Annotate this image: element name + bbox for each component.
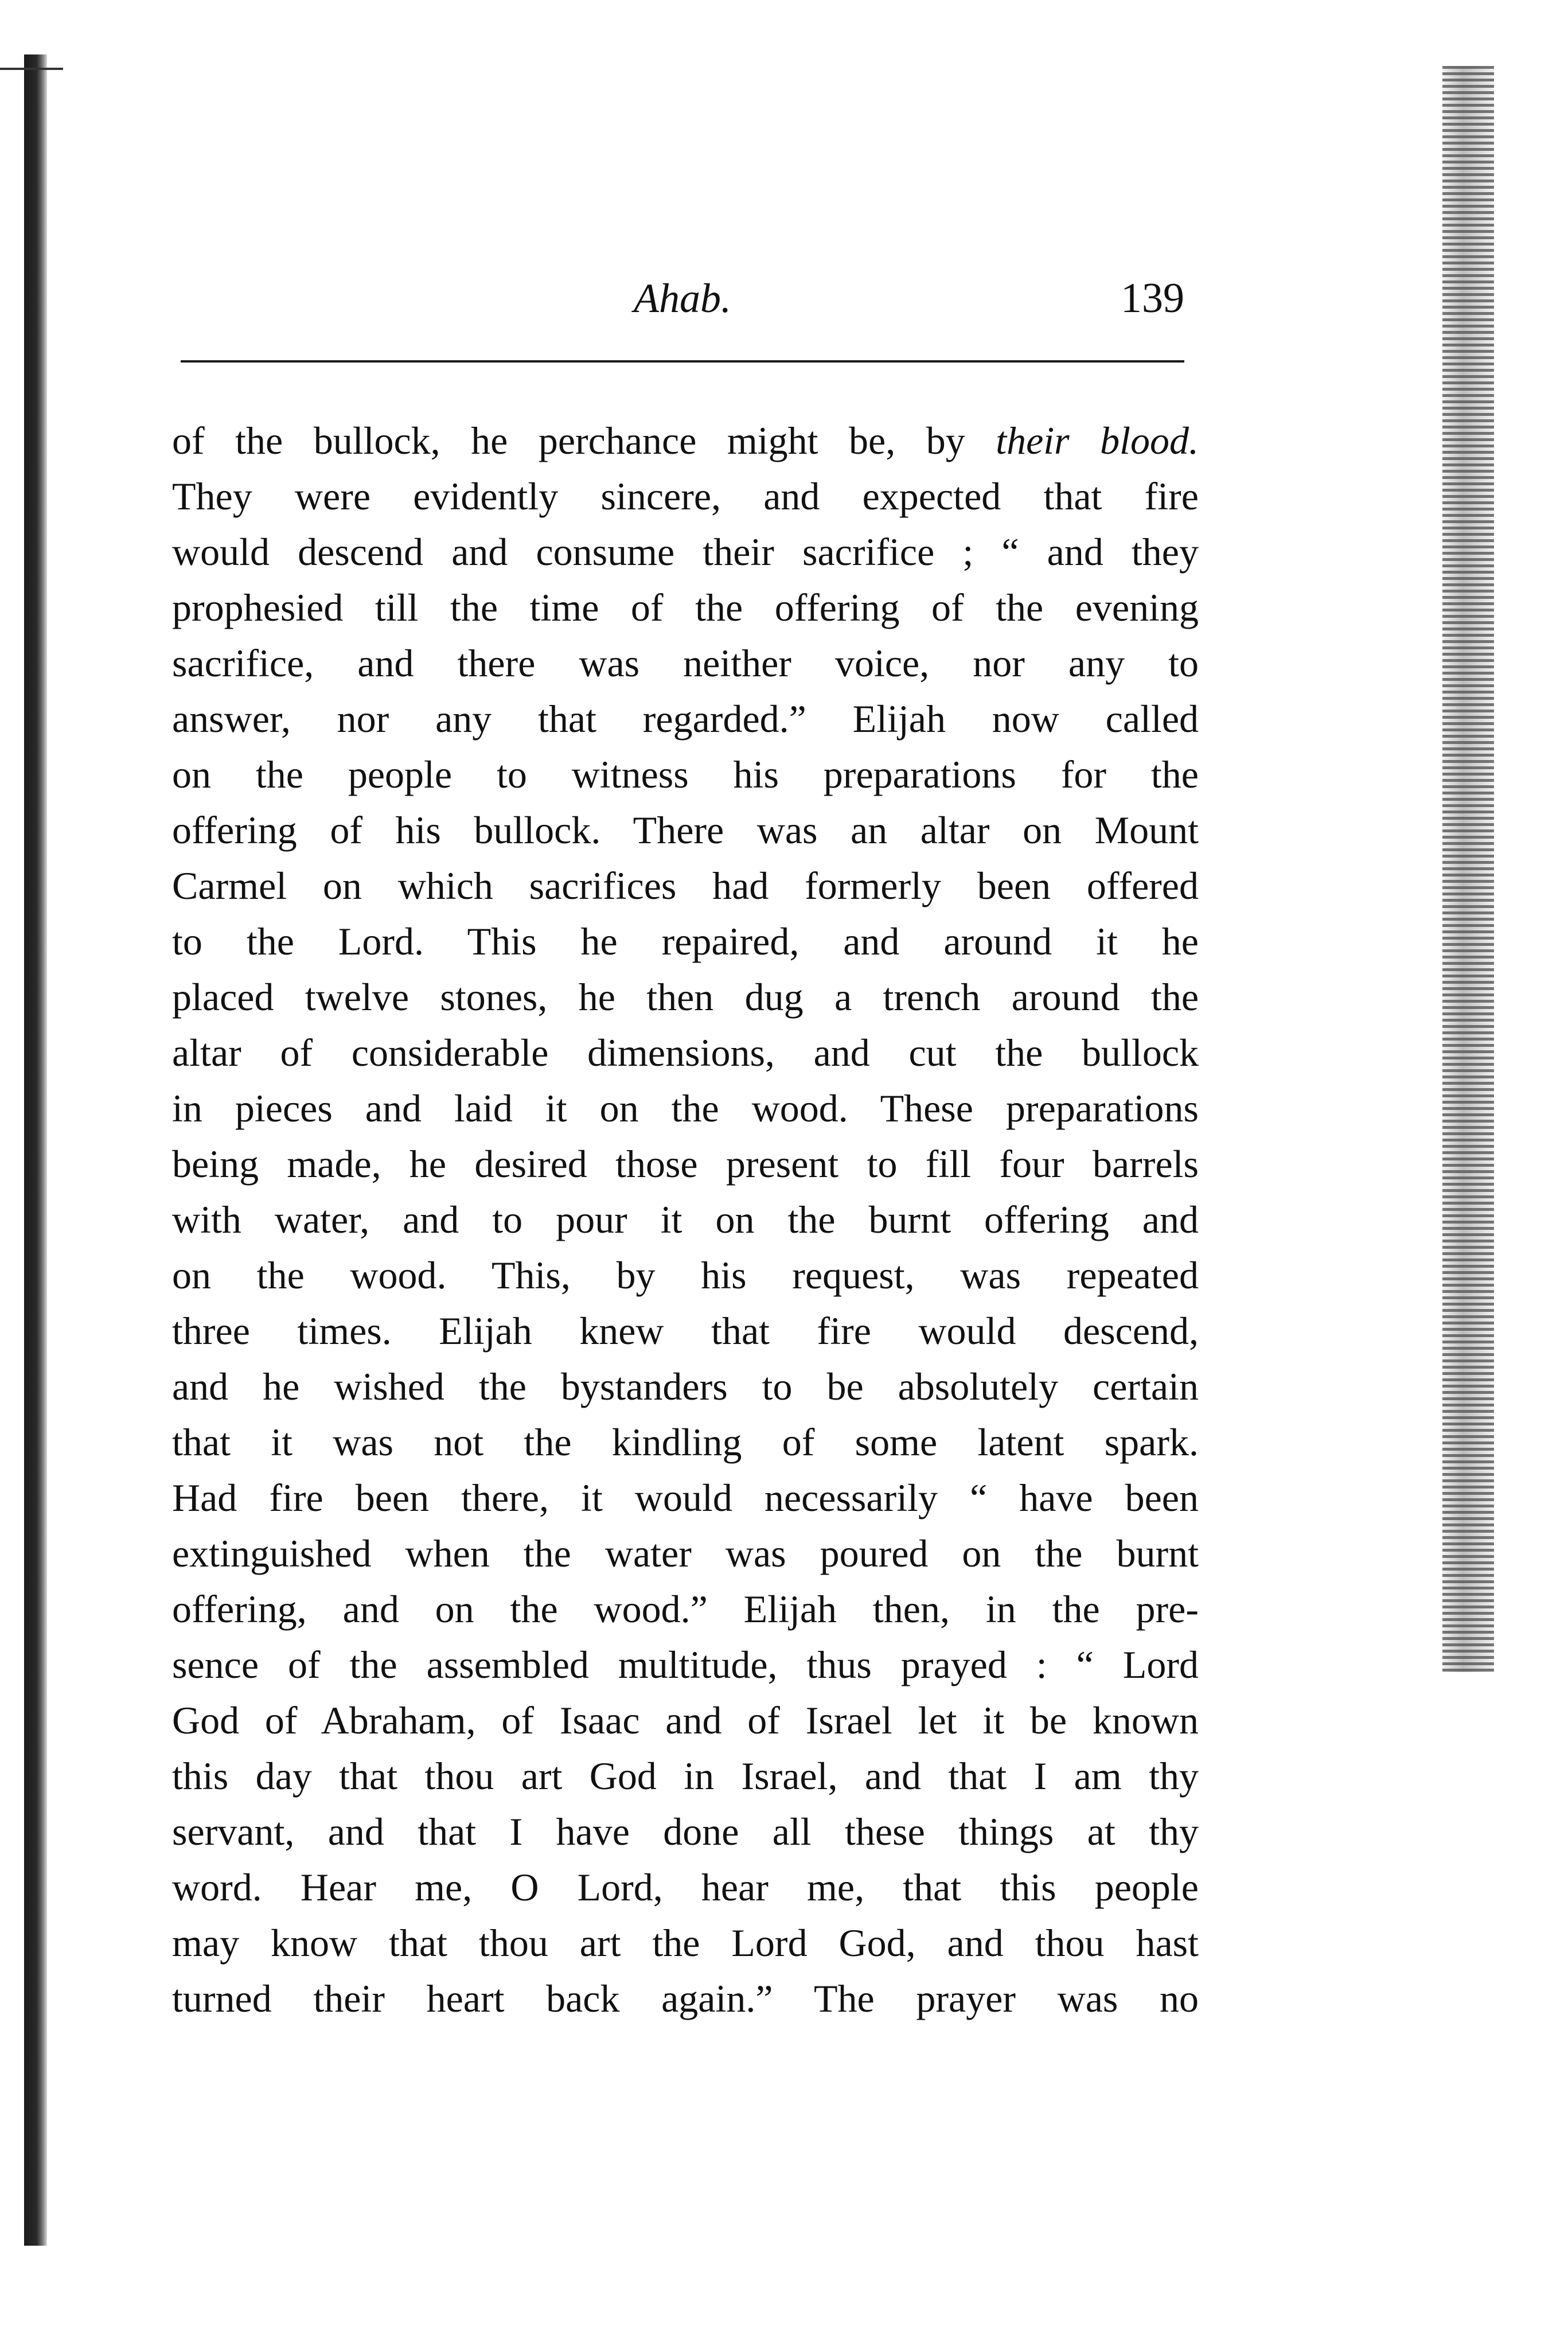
line-text: to the Lord. This he repaired, and around it he (172, 920, 1199, 963)
text-line (172, 1526, 1199, 1581)
text-line (172, 1581, 1199, 1637)
text-line (172, 469, 1199, 524)
text-line (172, 1359, 1199, 1415)
line-text: would descend and consume their sacrifice ; “ and they (172, 530, 1199, 574)
line-text: placed twelve stones, he then dug a trench around the (172, 975, 1199, 1019)
text-line (172, 1637, 1199, 1693)
text-line (172, 1303, 1199, 1359)
line-text: They were evidently sincere, and expected that fire (172, 474, 1199, 518)
text-line (172, 858, 1199, 914)
text-line (172, 1025, 1199, 1081)
facing-page-bleed (1442, 66, 1494, 1672)
line-text: this day that thou art God in Israel, and that I am thy (172, 1754, 1199, 1798)
line-text: sacrifice, and there was neither voice, nor any to (172, 641, 1199, 685)
page-binding-edge (24, 54, 47, 2246)
text-line (172, 636, 1199, 691)
line-text: extinguished when the water was poured on the burnt (172, 1532, 1199, 1575)
line-text: offering, and on the wood.” Elijah then, in the pre- (172, 1587, 1199, 1631)
line-text: may know that thou art the Lord God, and thou hast (172, 1921, 1199, 1965)
line-text: Carmel on which sacrifices had formerly been offered (172, 864, 1199, 907)
text-line (172, 691, 1199, 747)
line-text: turned their heart back again.” The prayer was no (172, 1977, 1199, 2020)
text-line (172, 524, 1199, 580)
line-text: that it was not the kindling of some latent spark. (172, 1420, 1199, 1464)
line-text: Had fire been there, it would necessarily “ have been (172, 1476, 1199, 1520)
running-head (181, 270, 1184, 344)
text-line (172, 802, 1199, 858)
header-rule (181, 360, 1184, 363)
text-line (172, 1136, 1199, 1192)
text-line (172, 580, 1199, 636)
text-line (172, 1415, 1199, 1470)
running-title: Ahab. (634, 275, 731, 321)
line-text: word. Hear me, O Lord, hear me, that this people (172, 1865, 1199, 1909)
line-text: offering of his bullock. There was an altar on Mount (172, 808, 1199, 852)
text-line (172, 914, 1199, 969)
text-line (172, 1860, 1199, 1915)
line-text: altar of considerable dimensions, and cut the bullock (172, 1031, 1199, 1074)
line-text: in pieces and laid it on the wood. These preparations (172, 1086, 1199, 1130)
line-text: three times. Elijah knew that fire would descend, (172, 1309, 1199, 1353)
text-line (172, 413, 1199, 469)
line-text: on the people to witness his preparations for the (172, 753, 1199, 796)
text-line (172, 1915, 1199, 1971)
line-text: prophesied till the time of the offering of the evening (172, 586, 1199, 629)
text-line (172, 1470, 1199, 1526)
line-text: and he wished the bystanders to be absolutely certain (172, 1365, 1199, 1408)
text-line (172, 1804, 1199, 1860)
page-number: 139 (1121, 275, 1184, 322)
text-line (172, 747, 1199, 802)
line-italic-text: their blood. (996, 419, 1199, 462)
line-text: God of Abraham, of Isaac and of Israel let it be known (172, 1698, 1199, 1742)
text-line (172, 1192, 1199, 1248)
line-text: sence of the assembled multitude, thus prayed : “ Lord (172, 1643, 1199, 1686)
text-line (172, 1693, 1199, 1748)
line-text: on the wood. This, by his request, was repeated (172, 1253, 1199, 1297)
line-text: being made, he desired those present to fill four barrels (172, 1142, 1199, 1186)
line-text: of the bullock, he perchance might be, by (172, 419, 996, 462)
text-line (172, 1971, 1199, 2027)
line-text: servant, and that I have done all these things at thy (172, 1810, 1199, 1853)
text-line (172, 1248, 1199, 1303)
text-line (172, 969, 1199, 1025)
binding-tick-mark (0, 68, 63, 70)
text-line (172, 1081, 1199, 1136)
text-line (172, 1748, 1199, 1804)
body-text (172, 413, 1199, 2027)
line-text: with water, and to pour it on the burnt offering and (172, 1198, 1199, 1241)
line-text: answer, nor any that regarded.” Elijah now called (172, 697, 1199, 741)
